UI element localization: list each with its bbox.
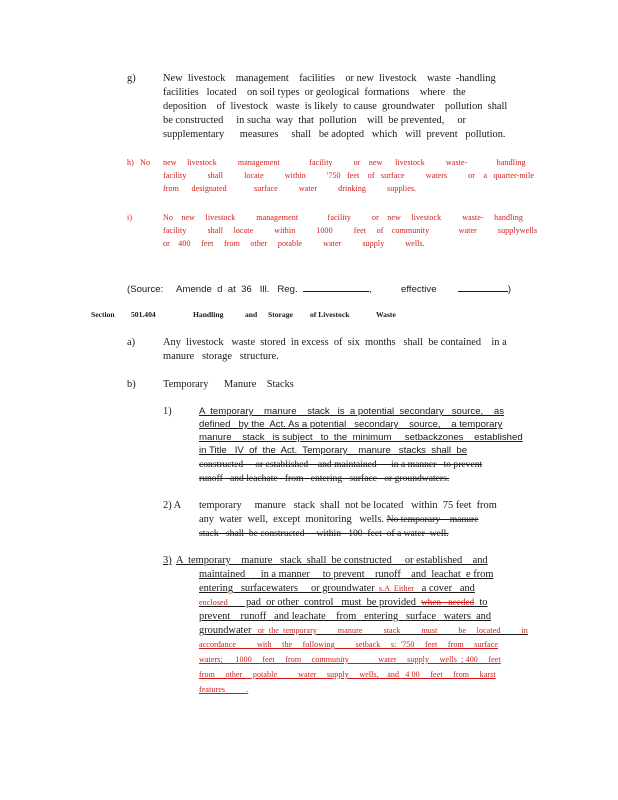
- subitem-1-struck-line: constructed or established and maintained in a manner to prevent: [199, 459, 483, 470]
- subitem-2-line: temporary manure stack shall not be located within 75 feet from: [199, 500, 497, 511]
- subitem-3-line: maintained in a manner to prevent runoff and leachat e from: [199, 569, 494, 580]
- subitem-3-inserted-text: or the temporary manure stack must be located in: [251, 626, 528, 635]
- subitem-2-text: any water well, except monitoring wells.: [199, 514, 384, 525]
- subitem-marker-3: 3): [163, 555, 172, 566]
- section-title-word: Storage: [268, 310, 293, 319]
- subitem-3-text: groundwater: [199, 625, 252, 636]
- subitem-2-struck-line: stack shall be constructed within 100 feet of a water well.: [199, 528, 449, 539]
- section-title-word: Handling: [193, 310, 224, 319]
- item-g-line: supplementary measures shall be adopted which will prevent pollution.: [163, 129, 506, 140]
- source-blank-date: [458, 282, 508, 292]
- item-i-line: or 400 feet from other potable water supply wells.: [163, 239, 425, 248]
- subitem-3-line: prevent runoff and leachate from entering surface waters and: [199, 611, 492, 622]
- source-prefix: (Source: Amende d at 36 Ill. Reg.: [127, 284, 298, 295]
- subitem-3-text: a cover and: [414, 583, 475, 594]
- item-a-line: Any livestock waste stored in excess of six months shall be contained in a: [163, 337, 507, 348]
- subitem-3-text: to: [474, 597, 488, 608]
- item-g-line: facilities located on soil types or geological formations where the: [163, 87, 466, 98]
- item-marker-h: h) No: [127, 158, 151, 167]
- section-title-word: Waste: [376, 310, 396, 319]
- item-h-line: new livestock management facility or new livestock waste- handling: [163, 158, 526, 167]
- item-g-line: deposition of livestock waste is likely to cause groundwater pollution shall: [163, 101, 508, 112]
- item-h-line: from designated surface water drinking supplies.: [163, 184, 417, 193]
- subitem-marker-2: 2) A: [163, 500, 182, 511]
- item-a-line: manure storage structure.: [163, 351, 279, 362]
- subitem-1-line: manure stack is subject to the minimum setbackzones established: [199, 432, 523, 443]
- subitem-2-struck-tail: No temporary manure: [386, 514, 479, 525]
- item-marker-a: a): [127, 337, 136, 348]
- item-g-line: New livestock management facilities or new livestock waste -handling: [163, 73, 496, 84]
- subitem-3-struck-text: when needed: [421, 597, 475, 607]
- subitem-3-text: entering surfacewaters or groundwater: [199, 583, 375, 594]
- subitem-1-line: defined by the Act. As a potential secondary source, a temporary: [199, 419, 503, 430]
- subitem-3-line: [199, 584, 475, 594]
- subitem-3-inserted-text: features: [199, 685, 226, 694]
- subitem-3-inserted-text: enclosed: [199, 598, 228, 607]
- subitem-3-inserted-text: s.A Either: [374, 584, 414, 593]
- subitem-1-struck-line: runoff and leachate from entering surface or groundwaters.: [199, 473, 450, 484]
- subitem-1-line: in Title IV of the Act. Temporary manure stacks shall be: [199, 445, 468, 456]
- source-blank-volume: [303, 282, 369, 292]
- item-g-line: be constructed in sucha way that pollution will be prevented, or: [163, 115, 466, 126]
- subitem-3-inserted-line: waters; 1000 feet from community water supply wells ; 400 feet: [199, 655, 501, 664]
- source-comma: ,: [368, 284, 372, 295]
- subitem-3-line: [199, 598, 487, 608]
- section-label: Section: [91, 310, 115, 319]
- source-effective: effective: [400, 284, 437, 295]
- section-number: 501.404: [131, 310, 156, 319]
- subitem-marker-1: 1): [163, 406, 172, 417]
- subitem-3-line: A temporary manure stack shall be constructed or established and: [176, 555, 488, 566]
- subitem-1-line: A temporary manure stack is a potential secondary source, as: [199, 406, 505, 417]
- item-i-line: No new livestock management facility or new livestock waste- handling: [163, 213, 523, 222]
- item-marker-i: i): [127, 213, 133, 222]
- subitem-3-line: [199, 626, 528, 636]
- item-h-line: facility shall locate within '750 feet of surface waters or a quarter-mile: [163, 171, 534, 180]
- item-i-line: facility shall locate within 1000 feet of community water supplywells: [163, 226, 538, 235]
- item-b-heading: Temporary Manure Stacks: [163, 379, 294, 390]
- subitem-2-line: [199, 515, 479, 525]
- subitem-3-inserted-line: accordance with the following setback s: '750 feet from surface: [199, 640, 499, 649]
- subitem-3-inserted-dot: .: [246, 685, 249, 694]
- subitem-3-inserted-line: from other potable water supply wells, and 4 00 feet from karst: [199, 670, 496, 679]
- source-note: [127, 282, 511, 295]
- section-title-word: of Livestock: [310, 310, 350, 319]
- subitem-3-text: pad or other control must be provided: [227, 597, 416, 608]
- section-title-word: and: [245, 310, 258, 319]
- source-close: ): [507, 284, 512, 295]
- item-marker-g: g): [127, 73, 136, 84]
- item-marker-b: b): [127, 379, 136, 390]
- subitem-3-inserted-line: [199, 686, 248, 694]
